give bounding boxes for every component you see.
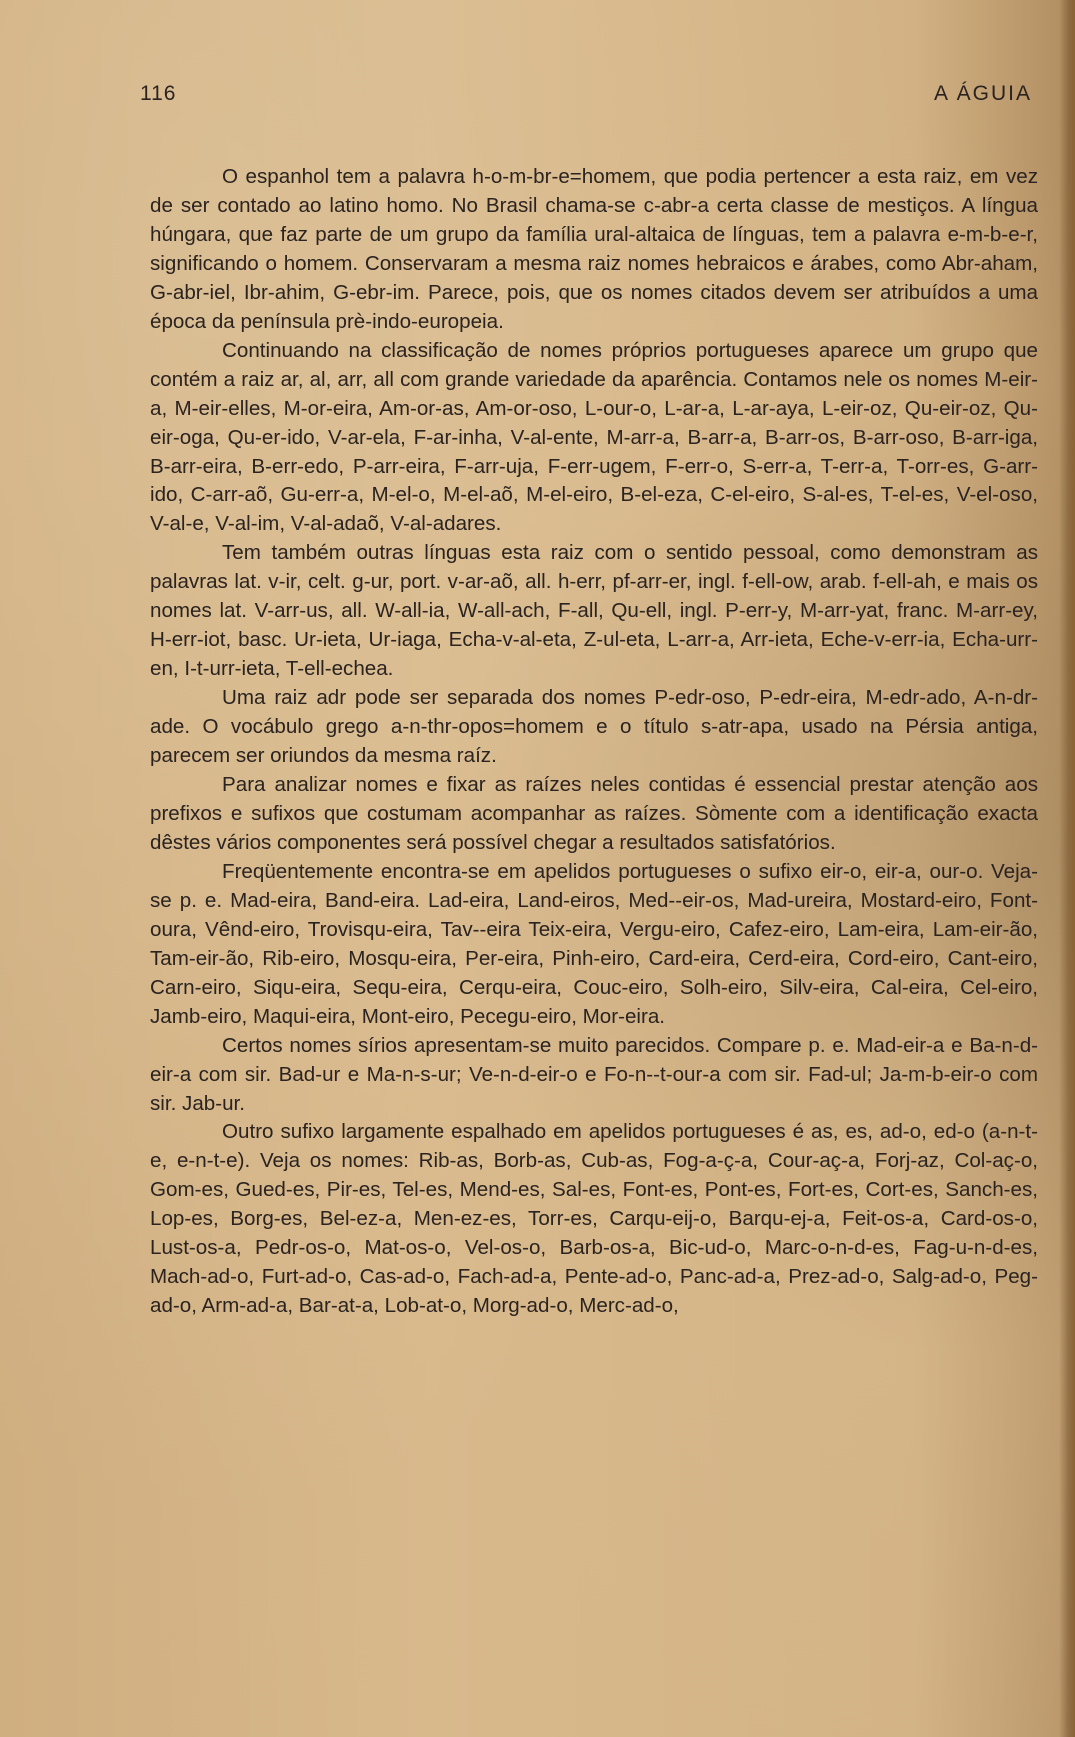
running-head: A ÁGUIA — [933, 82, 1032, 105]
page-edge-shadow — [1059, 0, 1075, 1737]
paragraph: Para analizar nomes e fixar as raízes neles contidas é essencial prestar atenção aos prefixos e sufixos que costumam acompanhar as raízes. Sòmente com a identificação exacta dêstes vários componentes será possível chegar a resultados satisfatórios. — [150, 773, 1038, 854]
paragraph: O espanhol tem a palavra h-o-m-br-e=homem, que podia pertencer a esta raiz, em vez de ser contado ao latino homo. No Brasil chama-se c-abr-a certa classe de mestiços. A língua húngara, que faz parte de um grupo da família ural-altaica de línguas, tem a palavra e-m-b-e-r, significando o homem. Conservaram a mesma raiz nomes hebraicos e árabes, como Abr-aham, G-abr-iel, Ibr-ahim, G-ebr-im. Parece, pois, que os nomes citados devem ser atribuídos a uma época da península prè-indo-europeia. — [150, 165, 1038, 333]
paragraph: Uma raiz adr pode ser separada dos nomes P-edr-oso, P-edr-eira, M-edr-ado, A-n-dr-ade. O vocábulo grego a-n-thr-opos=homem e o título s-atr-apa, usado na Pérsia antiga, parecem ser oriundos da mesma raíz. — [150, 686, 1038, 768]
page-header — [140, 82, 1032, 112]
paragraph: Freqüentemente encontra-se em apelidos portugueses o sufixo eir-o, eir-a, our-o. Veja-se p. e. Mad-eira, Band-eira. Lad-eira, Land-eiros, Med--eir-os, Mad-ureira, Mostard-eiro, Font-oura, Vênd-eiro, Trovisqu-eira, Tav--eira Teix-eira, Vergu-eiro, Cafez-eiro, Lam-eira, Lam-eir-ão, Tam-eir-ão, Rib-eiro, Mosqu-eira, Per-eira, Pinh-eiro, Card-eira, Cerd-eira, Cord-eiro, Cant-eiro, Carn-eiro, Siqu-eira, Sequ-eira, Cerqu-eira, Couc-eiro, Solh-eiro, Silv-eira, Cal-eira, Cel-eiro, Jamb-eiro, Maqui-eira, Mont-eiro, Pecegu-eiro, Mor-eira. — [150, 859, 1038, 1028]
paragraph: Outro sufixo largamente espalhado em apelidos portugueses é as, es, ad-o, ed-o (a-n-t-e, e-n-t-e). Veja os nomes: Rib-as, Borb-as, Cub-as, Fog-a-ç-a, Cour-aç-a, Forj-az, Col-aç-o, Gom-es, Gued-es, Pir-es, Tel-es, Mend-es, Sal-es, Font-es, Pont-es, Fort-es, Cort-es, Sanch-es, Lop-es, Borg-es, Bel-ez-a, Men-ez-es, Torr-es, Carqu-eij-o, Barqu-ej-a, Feit-os-a, Card-os-o, Lust-os-a, Pedr-os-o, Mat-os-o, Vel-os-o, Barb-os-a, Bic-ud-o, Marc-o-n-d-es, Fag-u-n-d-es, Mach-ad-o, Furt-ad-o, Cas-ad-o, Fach-ad-a, Pente-ad-o, Panc-ad-a, Prez-ad-o, Salg-ad-o, Peg-ad-o, Arm-ad-a, Bar-at-a, Lob-at-o, Morg-ad-o, Merc-ad-o, — [150, 1120, 1038, 1318]
page-number: 116 — [140, 82, 177, 105]
paragraph: Tem também outras línguas esta raiz com o sentido pessoal, como demonstram as palavras lat. v-ir, celt. g-ur, port. v-ar-aõ, all. h-err, pf-arr-er, ingl. f-ell-ow, arab. f-ell-ah, e mais os nomes lat. V-arr-us, all. W-all-ia, W-all-ach, F-all, Qu-ell, ingl. P-err-y, M-arr-yat, franc. M-arr-ey, H-err-iot, basc. Ur-ieta, Ur-iaga, Echa-v-al-eta, Z-ul-eta, L-arr-a, Arr-ieta, Eche-v-err-ia, Echa-urr-en, I-t-urr-ieta, T-ell-echea. — [150, 541, 1038, 681]
paragraph: Continuando na classificação de nomes próprios portugueses aparece um grupo que contém a raiz ar, al, arr, all com grande variedade da aparência. Contamos nele os nomes M-eir-a, M-eir-elles, M-or-eira, Am-or-as, Am-or-oso, L-our-o, L-ar-a, L-ar-aya, L-eir-oz, Qu-eir-oz, Qu-eir-oga, Qu-er-ido, V-ar-ela, F-ar-inha, V-al-ente, M-arr-a, B-arr-a, B-arr-os, B-arr-oso, B-arr-iga, B-arr-eira, B-err-edo, P-arr-eira, F-arr-uja, F-err-ugem, F-err-o, S-err-a, T-err-a, T-orr-es, G-arr-ido, C-arr-aõ, Gu-err-a, M-el-o, M-el-aõ, M-el-eiro, B-el-eza, C-el-eiro, S-al-es, T-el-es, V-el-oso, V-al-e, V-al-im, V-al-adaõ, V-al-adares. — [150, 338, 1038, 536]
body-text — [150, 163, 1038, 1321]
paragraph: Certos nomes sírios apresentam-se muito parecidos. Compare p. e. Mad-eir-a e Ba-n-d-eir-a com sir. Bad-ur e Ma-n-s-ur; Ve-n-d-eir-o e Fo-n--t-our-a com sir. Fad-ul; Ja-m-b-eir-o com sir. Jab-ur. — [150, 1033, 1038, 1115]
